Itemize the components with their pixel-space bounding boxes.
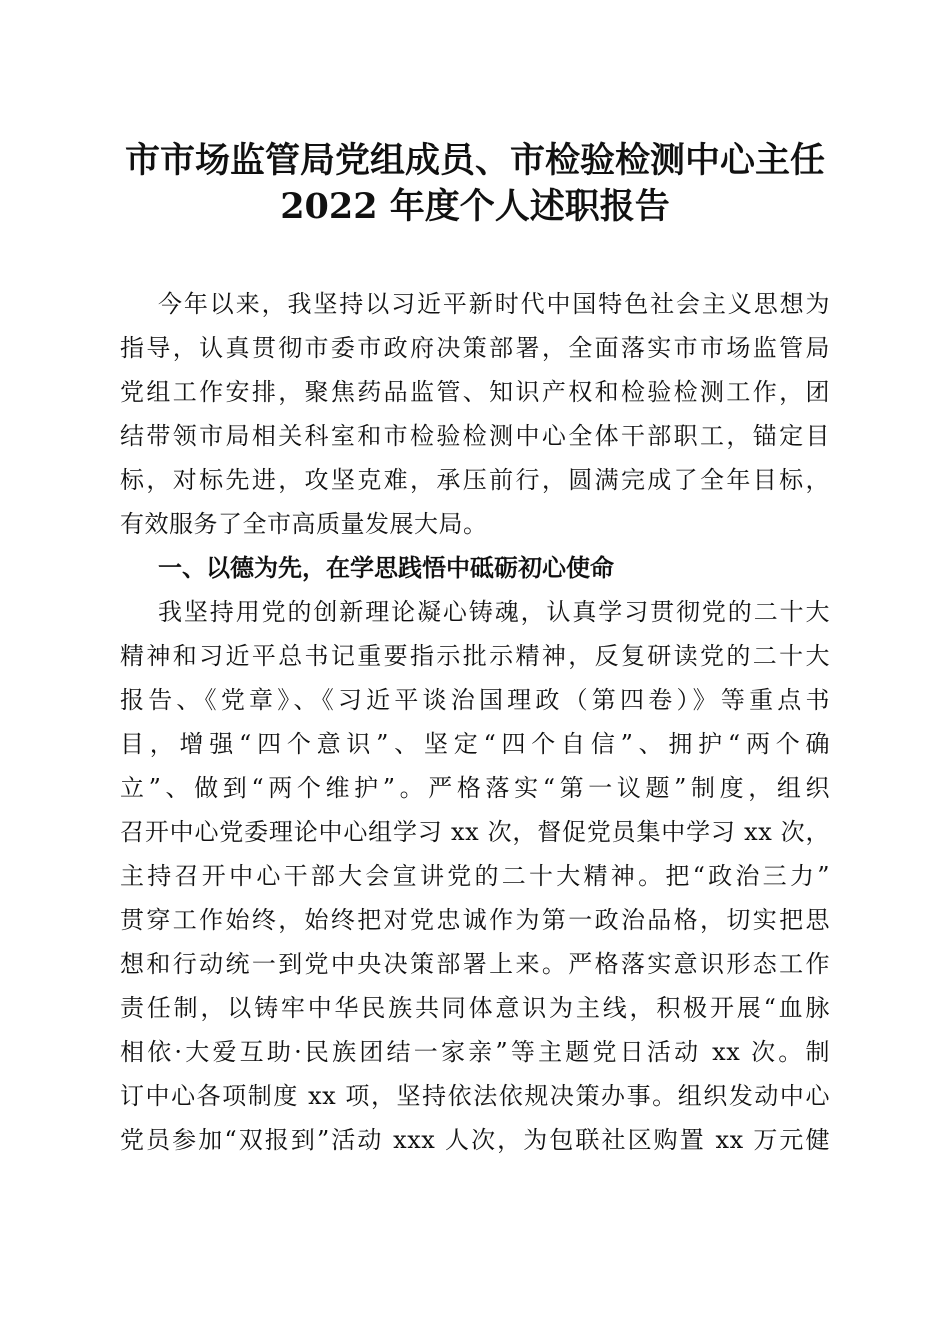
section1-line: 贯穿工作始终，始终把对党忠诚作为第一政治品格，切实把思 (120, 906, 830, 934)
intro-line: 结带领市局相关科室和市检验检测中心全体干部职工，锚定目 (120, 422, 830, 450)
section1-line: 召开中心党委理论中心组学习 xx 次，督促党员集中学习 xx 次， (120, 818, 830, 846)
section1-line: 立”、做到“两个维护”。严格落实“第一议题”制度，组织 (120, 774, 830, 802)
section1-line: 责任制，以铸牢中华民族共同体意识为主线，积极开展“血脉 (120, 994, 830, 1022)
intro-line: 今年以来，我坚持以习近平新时代中国特色社会主义思想为 (158, 290, 830, 318)
section1-line: 精神和习近平总书记重要指示批示精神，反复研读党的二十大 (120, 642, 830, 670)
document-title-line-1: 市市场监管局党组成员、市检验检测中心主任 (124, 140, 825, 181)
section-heading-1: 一、以德为先，在学思践悟中砥砺初心使命 (158, 554, 614, 582)
intro-line: 党组工作安排，聚焦药品监管、知识产权和检验检测工作，团 (120, 378, 830, 406)
document-title-line-2: 2022 年度个人述职报告 (280, 186, 670, 227)
section1-line: 想和行动统一到党中央决策部署上来。严格落实意识形态工作 (120, 950, 830, 978)
intro-line: 有效服务了全市高质量发展大局。 (120, 510, 488, 538)
section1-line: 目，增强“四个意识”、坚定“四个自信”、拥护“两个确 (120, 730, 830, 758)
section1-line: 党员参加“双报到”活动 xxx 人次，为包联社区购置 xx 万元健 (120, 1126, 830, 1154)
intro-line: 标，对标先进，攻坚克难，承压前行，圆满完成了全年目标， (120, 466, 830, 494)
document-body (120, 282, 830, 1162)
section1-line: 相依·大爱互助·民族团结一家亲”等主题党日活动 xx 次。制 (120, 1038, 830, 1066)
section1-line: 订中心各项制度 xx 项，坚持依法依规决策办事。组织发动中心 (120, 1082, 830, 1110)
intro-line: 指导，认真贯彻市委市政府决策部署，全面落实市市场监管局 (120, 334, 830, 362)
section1-line: 主持召开中心干部大会宣讲党的二十大精神。把“政治三力” (120, 862, 830, 890)
section1-line: 我坚持用党的创新理论凝心铸魂，认真学习贯彻党的二十大 (158, 598, 830, 626)
section1-line: 报告、《党章》、《习近平谈治国理政（第四卷）》等重点书 (120, 686, 830, 714)
